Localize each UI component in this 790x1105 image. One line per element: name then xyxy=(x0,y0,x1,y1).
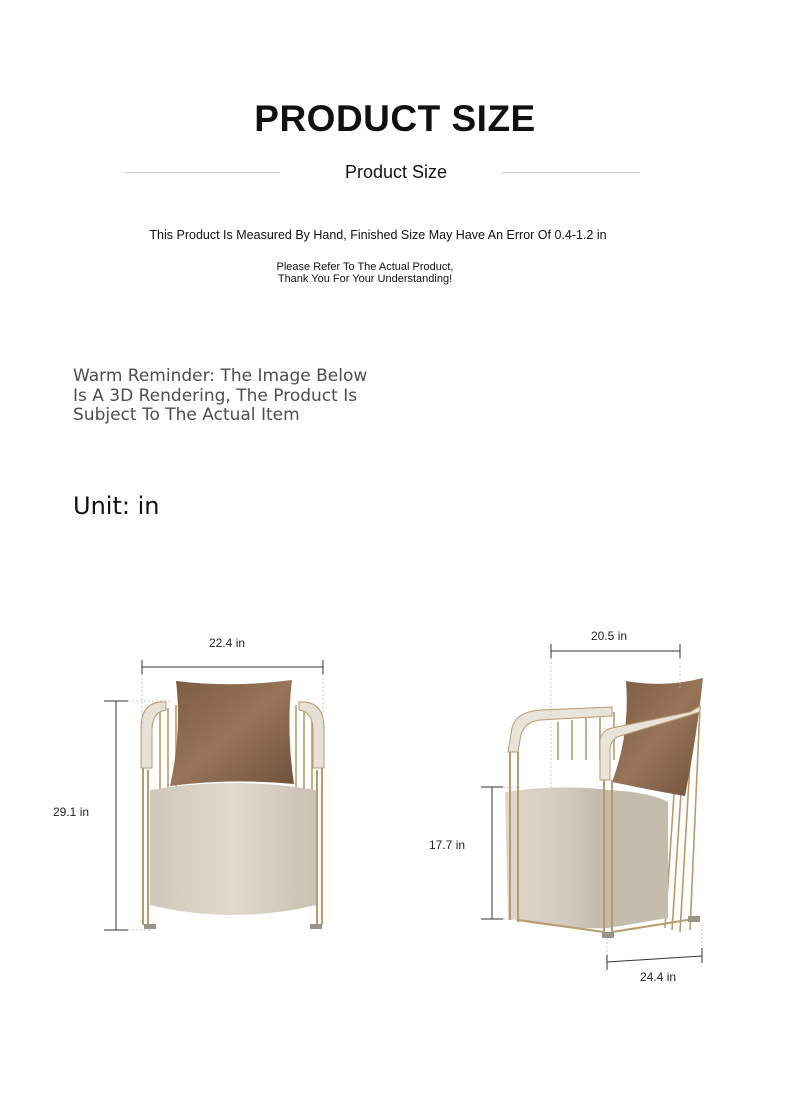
side-seat-height-label: 17.7 in xyxy=(429,838,466,852)
side-width-label: 20.5 in xyxy=(591,629,628,643)
side-view-chair xyxy=(505,678,703,938)
refer-note-line-2: Thank You For Your Understanding! xyxy=(277,273,453,285)
page-title: PRODUCT SIZE xyxy=(254,98,536,139)
front-view-chair xyxy=(141,680,324,929)
measurement-note: This Product Is Measured By Hand, Finished Size May Have An Error Of 0.4-1.2 in xyxy=(149,228,607,242)
unit-label: Unit: in xyxy=(73,492,160,520)
refer-note-line-1: Please Refer To The Actual Product, xyxy=(276,261,454,273)
reminder-line-3: Subject To The Actual Item xyxy=(73,405,300,425)
reminder-line-1: Warm Reminder: The Image Below xyxy=(73,366,368,386)
reminder-line-2: Is A 3D Rendering, The Product Is xyxy=(73,385,358,406)
front-height-label: 29.1 in xyxy=(53,805,90,819)
side-depth-label: 24.4 in xyxy=(640,970,677,984)
section-subtitle: Product Size xyxy=(344,162,448,182)
front-width-label: 22.4 in xyxy=(209,636,246,650)
